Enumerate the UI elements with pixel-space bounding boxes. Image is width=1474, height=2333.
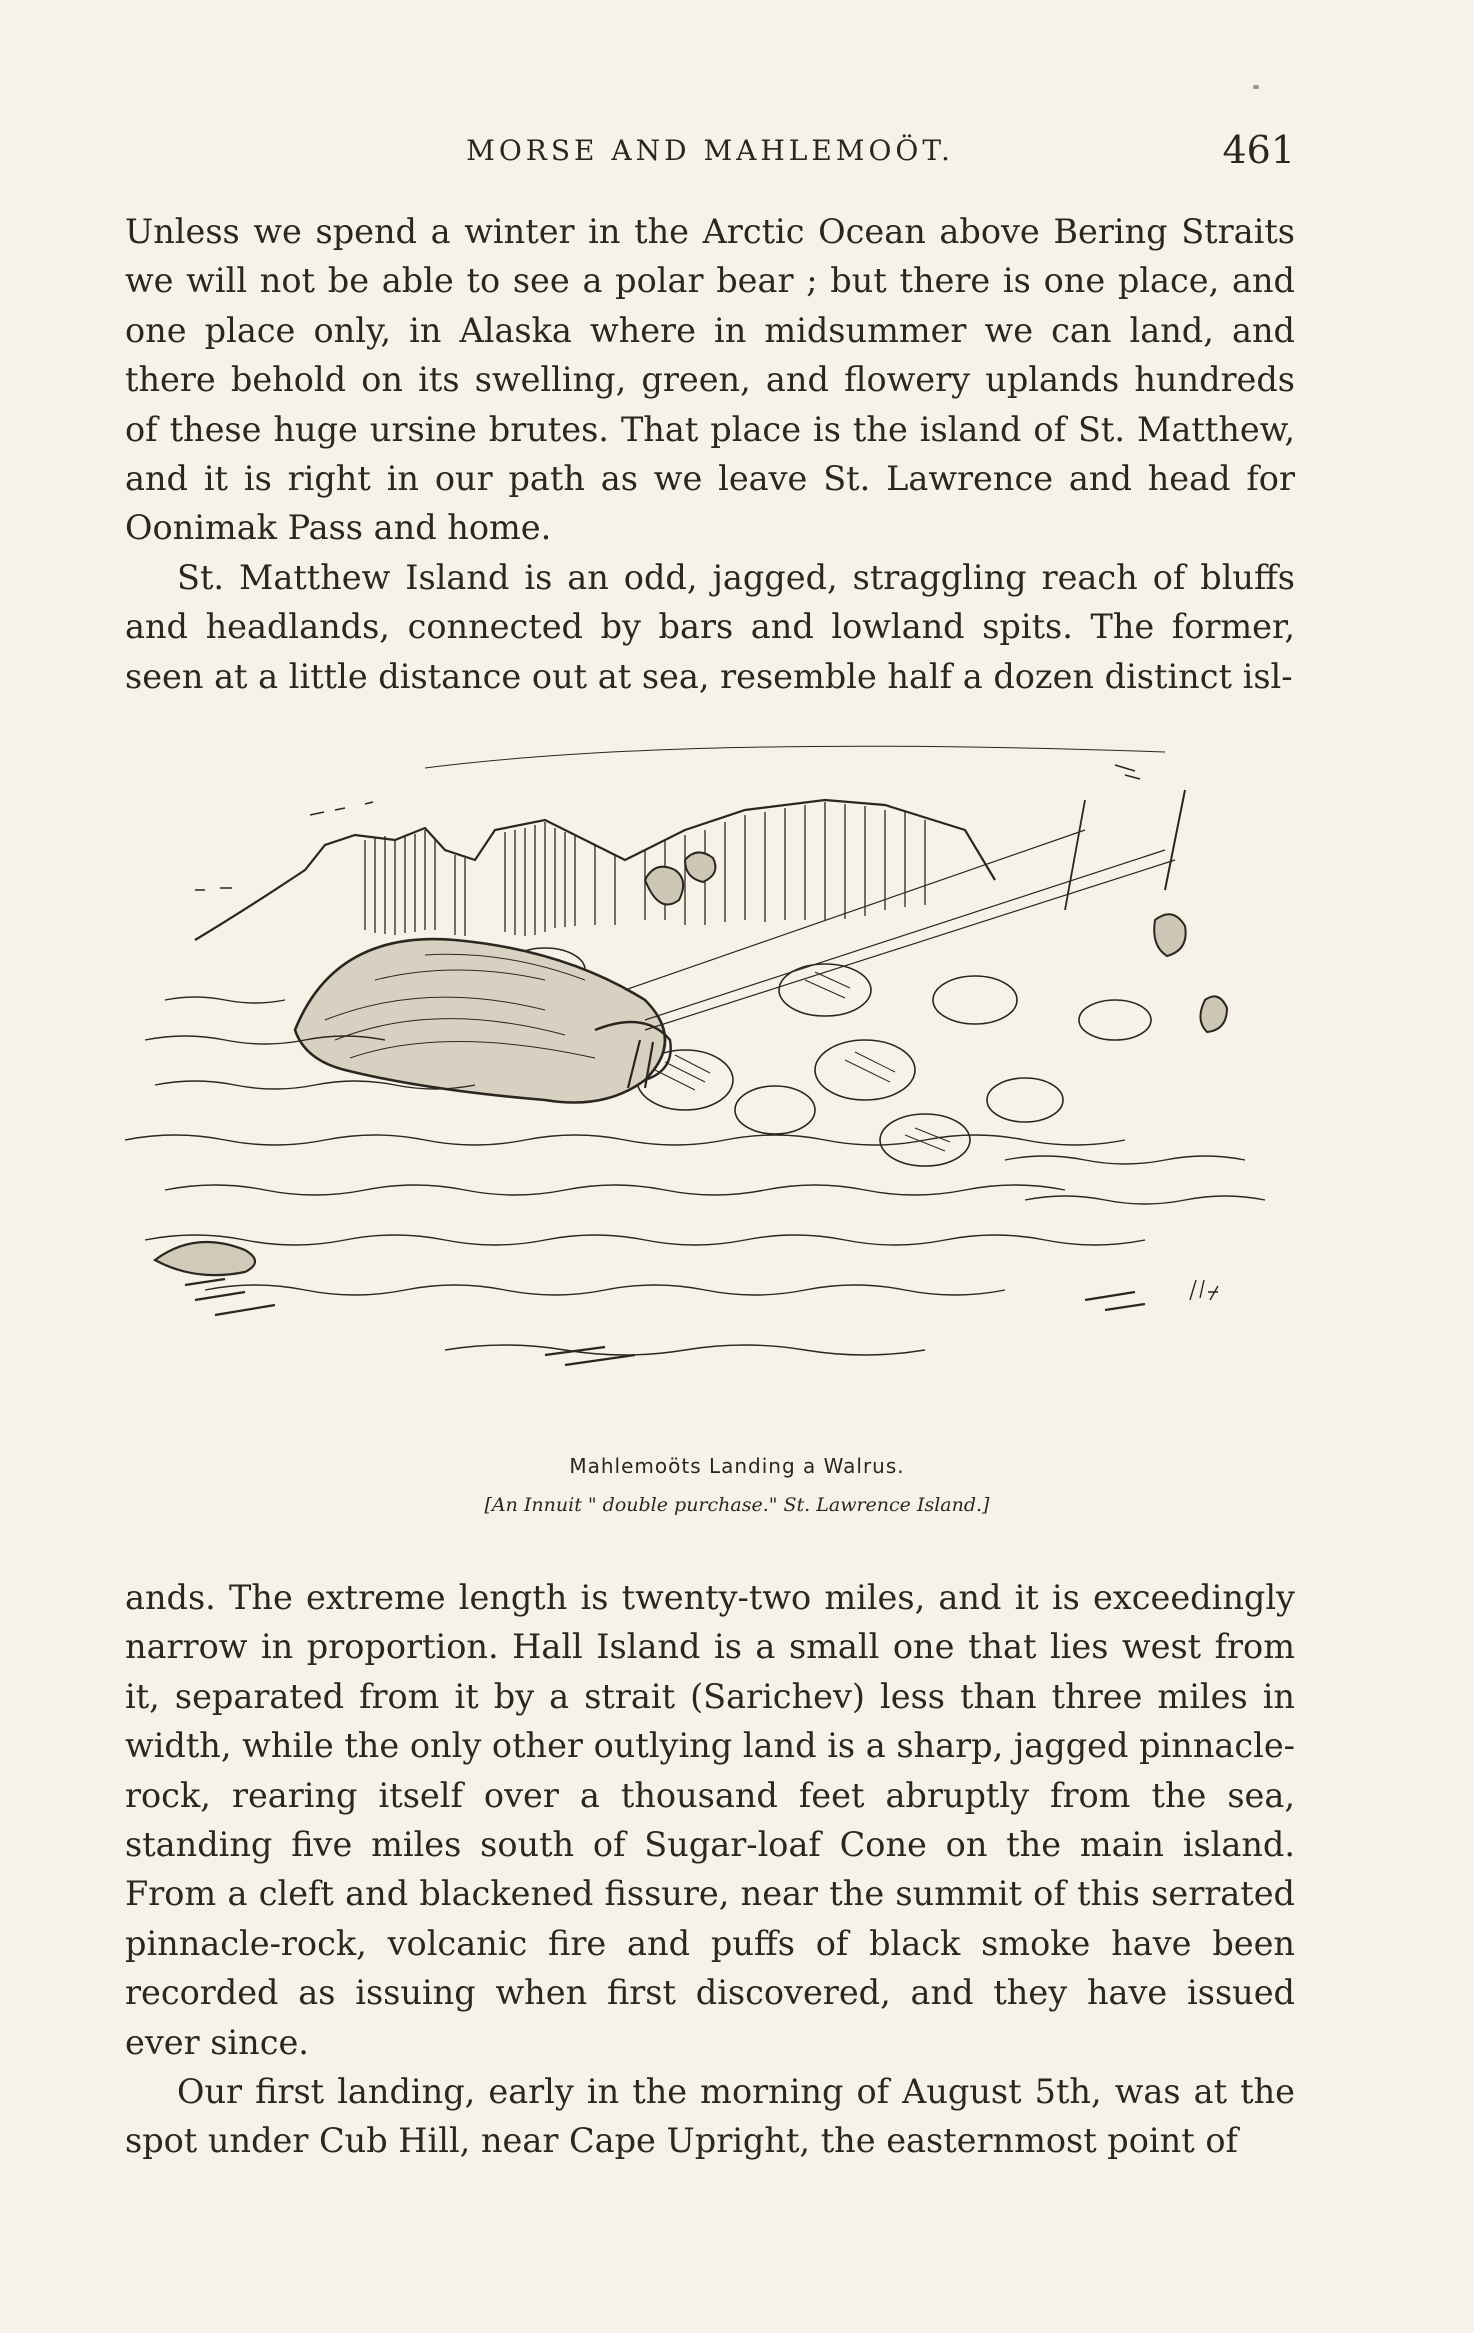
- walrus-engraving-svg: [125, 740, 1315, 1420]
- walrus-illustration: [125, 740, 1315, 1420]
- figure-caption: Mahlemoöts Landing a Walrus.: [569, 1454, 905, 1478]
- paragraph: ands. The extreme length is twenty-two miles, and it is exceedingly narrow in proportion. Hall Island is a small one that lies west from it, separated from it by a strait (Sarichev) less than three miles in width, while the only other outlying land is a sharp, jagged pinnacle-rock, rearing itself over a thousand feet abruptly from the sea, standing five miles south of Sugar-loaf Cone on the main island. From a cleft and blackened fissure, near the summit of this serrated pinnacle-rock, volcanic fire and puffs of black smoke have been recorded as issuing when first discovered, and they have issued ever since.: [125, 1578, 1295, 2062]
- page-speck: [1253, 85, 1259, 89]
- text-block-bottom: [125, 1573, 1295, 2166]
- page-number: 461: [1222, 128, 1295, 172]
- running-head: [125, 128, 1295, 178]
- figure-sub-caption: [An Innuit " double purchase." St. Lawrence Island.]: [484, 1494, 990, 1516]
- paragraph: St. Matthew Island is an odd, jagged, straggling reach of bluffs and headlands, connected by bars and lowland spits. The former, seen at a little distance out at sea, resemble half a dozen distinct isl-: [125, 557, 1295, 696]
- paragraph: Unless we spend a winter in the Arctic Ocean above Bering Straits we will not be able to see a polar bear ; but there is one place, and one place only, in Alaska where in midsummer we can land, and there behold on its swelling, green, and flowery uplands hundreds of these huge ursine brutes. That place is the island of St. Matthew, and it is right in our path as we leave St. Lawrence and head for Oonimak Pass and home.: [125, 212, 1295, 548]
- text-block-top: [125, 207, 1295, 701]
- paragraph: Our first landing, early in the morning of August 5th, was at the spot under Cub Hill, near Cape Upright, the easternmost point of: [125, 2072, 1295, 2161]
- running-title: MORSE AND MAHLEMOÖT.: [466, 134, 954, 167]
